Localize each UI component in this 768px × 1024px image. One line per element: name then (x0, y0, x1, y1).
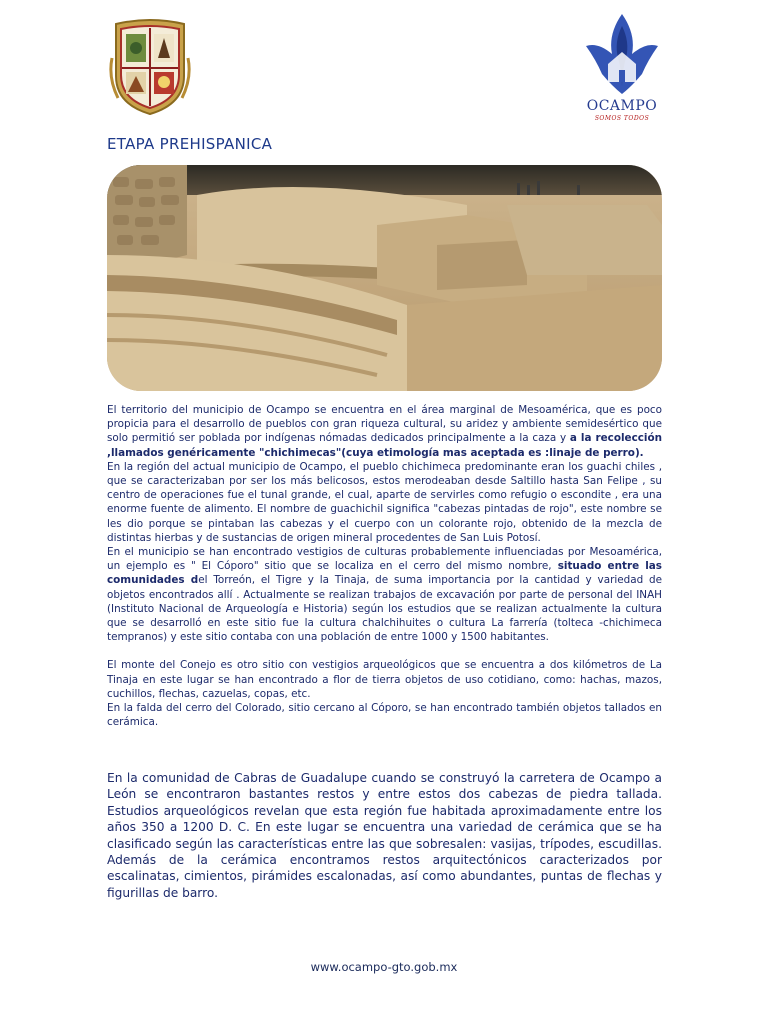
paragraph-cerro-colorado: En la falda del cerro del Colorado, sitio cercano al Cóporo, se han encontrado también objetos tallados en cerámica. (107, 702, 662, 729)
page-title: ETAPA PREHISPANICA (107, 135, 273, 153)
paragraph-territory: El territorio del municipio de Ocampo se encuentra en el área marginal de Mesoamérica, que es poco propicia para el desarrollo de pueblos con gran riqueza cultural, su aridez y ambiente semidesértico que solo permitió ser poblada por indígenas nómadas dedicados principalmente a la caza y a la recolección ,llamados genéricamente "chichimecas"(cuya etimología mas aceptada es :linaje de perro). (107, 404, 662, 459)
bold-situado: situado entre las comunidades d (107, 560, 662, 587)
paragraph-coporo: En el municipio se han encontrado vestigios de culturas probablemente influenciadas por Mesoamérica, un ejemplo es " El Cóporo" sitio que se localiza en el cerro del mismo nombre, situado entre las comunidades del Torreón, el Tigre y la Tinaja, de suma importancia por la cantidad y variedad de objetos encontrados allí . Actualmente se realizan trabajos de excavación por parte de personal del INAH (Instituto Nacional de Arqueología e Historia) según los estudios que se realizan actualmente la cultura que se desarrolló en este sitio fue la cultura chalchihuites o cultura La farrería (tolteca -chichimeca tempranos) y este sitio contaba con una población de entre 1000 y 1500 habitantes. (107, 546, 663, 644)
ocampo-logo (578, 12, 666, 126)
body-text-large (107, 770, 662, 901)
archaeological-site-photo (107, 165, 662, 391)
body-text-block (107, 403, 662, 729)
flame-leaf-icon (578, 12, 666, 98)
paragraph-cabras-guadalupe: En la comunidad de Cabras de Guadalupe cuando se construyó la carretera de Ocampo a León se encontraron bastantes restos y entre estos dos cabezas de piedra tallada. Estudios arqueológicos revelan que esta región fue habitada aproximadamente entre los años 350 a 1200 D. C. En este lugar se encuentra una variedad de cerámica que se ha clasificado según las características entre las que sobresalen: vasijas, trípodes, escudillas. Además de la cerámica encontramos restos arquitectónicos caracterizados por escalinatas, cimientos, pirámides escalonadas, así como abundantes, puntas de flechas y figurillas de barro. (107, 771, 662, 900)
coat-of-arms-icon (108, 18, 192, 118)
footer-url: www.ocampo-gto.gob.mx (310, 960, 458, 974)
logo-tagline: SOMOS TODOS (594, 115, 650, 122)
bold-chichimecas: a la recolección ,llamados genéricamente "chichimecas"(cuya etimología mas aceptada es :linaje de perro). (107, 432, 662, 459)
logo-wordmark: OCAMPO (586, 98, 658, 114)
paragraph-monte-conejo: El monte del Conejo es otro sitio con vestigios arqueológicos que se encuentra a dos kilómetros de La Tinaja en este lugar se han encontrado a flor de tierra objetos de uso cotidiano, como: hachas, mazos, cuchillos, flechas, cazuelas, copas, etc. (107, 659, 662, 700)
ruins-image (107, 165, 662, 391)
paragraph-guachichiles: En la región del actual municipio de Ocampo, el pueblo chichimeca predominante eran los guachi chiles , que se caracterizaban por ser los más belicosos, estos merodeaban desde Saltillo hasta San Felipe , su centro de operaciones fue el tunal grande, el cual, aparte de servirles como refugio o escondite , era una enorme fuente de alimento. El nombre de guachichil significa "cabezas pintadas de rojo", este nombre se les dio porque se pintaban las cabezas y el cuerpo con un colorante rojo, obtenido de la mezcla de distintas hierbas y de sustancias de origen mineral procedentes de San Luis Potosí. (107, 460, 662, 544)
